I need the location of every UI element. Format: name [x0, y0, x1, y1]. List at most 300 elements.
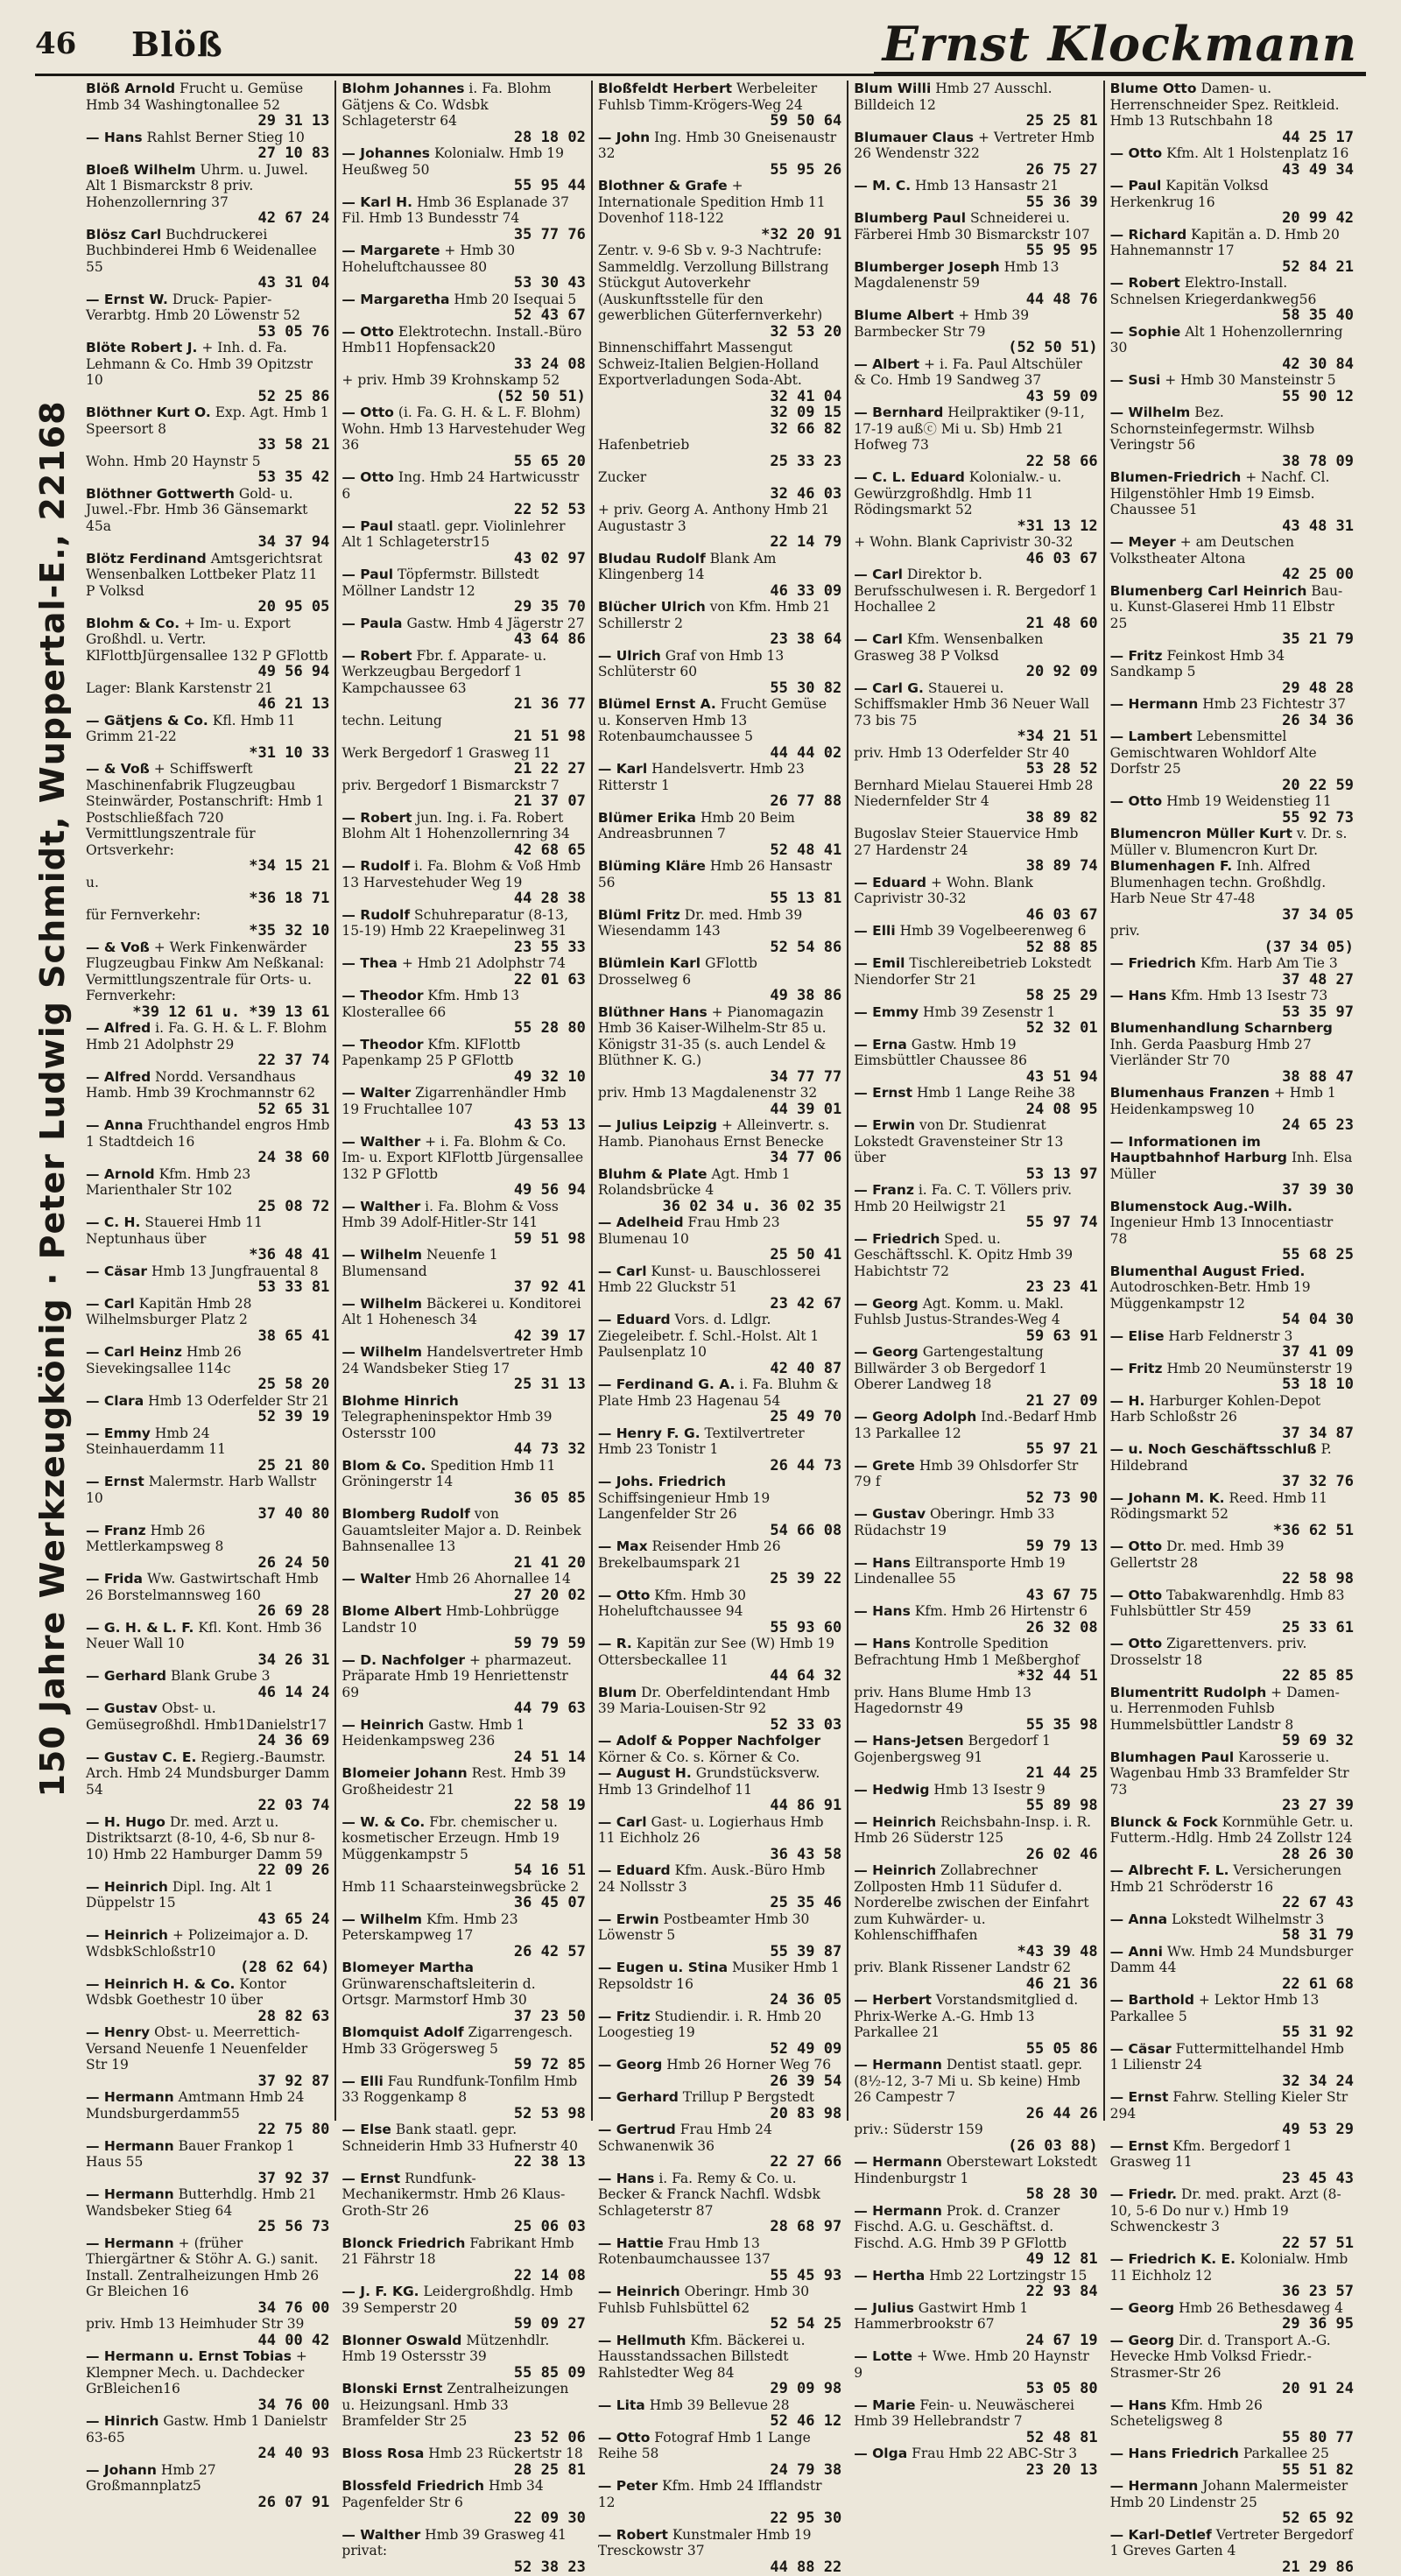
entry-details: Inh. Elsa Müller — [1109, 1150, 1353, 1182]
entry-name: — Else — [341, 2122, 391, 2137]
entry-name: — John — [597, 129, 651, 145]
phone-number: 43 51 94 — [1025, 1067, 1098, 1086]
entry-name: — Rudolf — [341, 858, 411, 874]
entry-name: — Erwin — [597, 1911, 659, 1927]
entry-name: — Meyer — [1109, 534, 1176, 550]
entry-details: Zentr. v. 9-6 Sb v. 9-3 Nachtrufe: Sammeldlg. Verzollung Billstrang Stückgut Autoverkehr (Auskunftsstelle für den gewerblichen Güterfernverkehr) — [597, 243, 829, 323]
entry-details: Hmb 39 Grasweg 41 privat: — [341, 2526, 567, 2558]
phone-number: 55 30 82 — [770, 679, 842, 697]
directory-entry — [854, 1344, 1097, 1409]
directory-entry — [341, 567, 585, 616]
phone-number: 44 88 22 — [770, 2558, 842, 2576]
phone-number: 52 53 98 — [513, 2104, 586, 2122]
entry-name: — Hans — [854, 1603, 911, 1619]
directory-entry — [1110, 858, 1354, 923]
entry-details: + Hmb 39 Barmbecker Str 79 — [854, 307, 1030, 340]
phone-number: 20 22 59 — [1282, 776, 1355, 794]
directory-entry — [1110, 1992, 1354, 2041]
entry-name: — Carl — [854, 631, 903, 647]
phone-number: 36 02 34 u. 36 02 35 — [662, 1197, 842, 1215]
directory-entry — [86, 1571, 329, 1620]
directory-entry — [598, 1587, 841, 1636]
phone-number: 37 92 87 — [257, 2072, 330, 2090]
phone-number: 55 31 92 — [1282, 2023, 1355, 2041]
phone-number: 58 28 30 — [1025, 2185, 1098, 2203]
phone-number: 25 56 73 — [257, 2218, 330, 2235]
directory-entry — [86, 162, 329, 227]
entry-details: Hmb 34 Pagenfelder Str 6 — [341, 2478, 544, 2510]
phone-number: 46 21 36 — [1025, 1974, 1098, 1993]
directory-entry — [86, 1976, 329, 2025]
entry-name: — Gustav — [86, 1700, 158, 1716]
directory-entry — [341, 1085, 585, 1134]
entry-details: Stauerei u. Schiffsmakler Hmb 36 Neuer Wall 73 bis 75 — [854, 679, 1089, 728]
entry-name: — Erwin — [854, 1117, 916, 1133]
phone-number: 35 77 76 — [513, 225, 586, 243]
directory-entry — [341, 1344, 585, 1393]
entry-name: — Paula — [341, 615, 403, 631]
entry-details: priv. — [1109, 923, 1140, 939]
entry-details: + Hmb 30 Mansteinstr 5 — [1165, 372, 1336, 388]
entry-details: Dr. Oberfeldintendant Hmb 39 Maria-Louisen-Str 92 — [597, 1684, 830, 1716]
directory-entry — [854, 1733, 1097, 1782]
entry-name: — Paul — [341, 517, 394, 534]
directory-entry — [86, 486, 329, 551]
entry-details: Dr. med. Hmb 39 Wiesendamm 143 — [597, 906, 803, 939]
phone-number: 37 41 09 — [1282, 1343, 1355, 1361]
phone-number: 52 46 12 — [770, 2412, 842, 2430]
entry-name: — Hermann — [86, 2089, 174, 2105]
entry-name: — Hedwig — [854, 1781, 930, 1798]
directory-entry — [1110, 2089, 1354, 2138]
entry-name: — Anna — [86, 1117, 144, 1133]
phone-number: 21 48 60 — [1025, 614, 1098, 632]
directory-entry — [86, 2235, 329, 2317]
entry-name: — Margarete — [341, 243, 440, 258]
entry-details: Kfm. Hmb 30 Hoheluftchaussee 94 — [597, 1587, 746, 1619]
directory-entry — [341, 2171, 585, 2235]
phone-number: 52 73 90 — [1025, 1489, 1098, 1507]
entry-name: — Heinrich — [597, 2284, 680, 2299]
phone-number: 37 48 27 — [1282, 970, 1355, 989]
entry-details: Harburger Kohlen-Depot Harb Schloßstr 26 — [1109, 1392, 1321, 1425]
directory-entry — [86, 2348, 329, 2413]
directory-entry — [854, 955, 1097, 1004]
entry-name: — H. Hugo — [86, 1813, 165, 1830]
phone-number: 29 35 70 — [513, 598, 586, 616]
entry-details: Kapitän Hmb 28 Wilhelmsburger Platz 2 — [86, 1295, 252, 1327]
directory-entry — [598, 2478, 841, 2527]
directory-entry — [1110, 275, 1354, 324]
directory-entry — [86, 1927, 329, 1976]
directory-entry — [854, 2057, 1097, 2122]
directory-entry — [598, 243, 841, 340]
directory-entry — [598, 1862, 841, 1911]
phone-number: 58 35 40 — [1282, 306, 1355, 324]
entry-details: priv. Blank Rissener Landstr 62 — [854, 1960, 1072, 1975]
directory-column — [81, 81, 334, 2511]
entry-details: Neuenfe 1 Blumensand — [341, 1247, 498, 1279]
entry-name: — Hermann — [86, 2137, 174, 2154]
entry-name: — Emmy — [854, 1003, 919, 1020]
directory-entry — [86, 130, 329, 162]
entry-name: Blom & Co. — [341, 1457, 426, 1474]
directory-entry — [854, 307, 1097, 356]
entry-name: — Hans-Jetsen — [854, 1733, 964, 1749]
directory-entry — [598, 761, 841, 810]
directory-entry — [341, 194, 585, 243]
entry-details: + Hmb 21 Adolphstr 74 — [401, 955, 567, 971]
entry-name: — Walter — [341, 1571, 412, 1587]
directory-entry — [86, 616, 329, 680]
entry-details: i. Fa. Remy & Co. u. Becker & Franck Nachfl. Wdsbk Schlageterstr 87 — [597, 2170, 820, 2219]
entry-details: Bugoslav Steier Stauervice Hmb 27 Hardenstr 24 — [854, 826, 1079, 858]
entry-details: + Wohn. Blank Caprivistr 30-32 — [854, 534, 1074, 550]
directory-entry — [854, 1117, 1097, 1182]
entry-name: Blume Albert — [854, 307, 954, 323]
entry-details: Blank Am Klingenberg 14 — [597, 550, 777, 582]
entry-details: Feinkost Hmb 34 Sandkamp 5 — [1109, 647, 1285, 679]
phone-number: 22 27 66 — [770, 2153, 842, 2171]
page-header — [35, 18, 1366, 70]
directory-entry — [341, 1296, 585, 1345]
phone-number: 23 23 41 — [1025, 1278, 1098, 1296]
entry-details: i. Fa. Bluhm & Plate Hmb 23 Hagenau 54 — [597, 1376, 839, 1409]
phone-number: *32 44 51 — [1017, 1667, 1098, 1685]
directory-entry — [854, 745, 1097, 778]
directory-entry — [598, 1814, 841, 1863]
entry-details: Hmb 13 Hansastr 21 — [915, 178, 1059, 194]
directory-column — [334, 81, 590, 2576]
phone-number: 22 09 26 — [257, 1862, 330, 1879]
entry-name: — Julius Leipzig — [597, 1117, 718, 1133]
entry-name: — Theodor — [341, 1036, 424, 1052]
entry-name: — Ulrich — [597, 647, 661, 664]
entry-name: — Georg — [854, 1344, 919, 1360]
entry-name: — Johannes — [341, 145, 431, 161]
directory-entry — [341, 2381, 585, 2446]
entry-name: — Ernst — [1109, 2089, 1169, 2105]
phone-number: 32 53 20 — [770, 322, 842, 341]
phone-number: *34 21 51 — [1017, 728, 1098, 745]
directory-entry — [598, 421, 841, 438]
entry-name: — Wilhelm — [341, 1344, 423, 1360]
phone-number: 33 24 08 — [513, 355, 586, 373]
directory-entry — [1110, 1685, 1354, 1749]
entry-details: Dr. med. Hmb 39 Gellertstr 28 — [1109, 1538, 1285, 1571]
directory-entry — [854, 1004, 1097, 1037]
phone-number: 21 51 98 — [513, 728, 586, 745]
phone-number: 36 43 58 — [770, 1845, 842, 1863]
entry-name: — D. Nachfolger — [341, 1651, 466, 1668]
directory-entry — [341, 1911, 585, 1960]
phone-number: 29 31 13 — [257, 112, 330, 130]
entry-name: — Henry — [86, 2024, 151, 2040]
directory-entry — [86, 1700, 329, 1749]
directory-entry — [1110, 2251, 1354, 2300]
directory-entry — [854, 2446, 1097, 2478]
phone-number: 26 44 73 — [770, 1456, 842, 1475]
phone-number: *32 20 91 — [761, 225, 842, 243]
directory-entry — [598, 2527, 841, 2576]
entry-details: Hmb 13 Jungfrauental 8 — [151, 1263, 319, 1279]
directory-entry — [86, 1393, 329, 1425]
phone-number: 37 32 76 — [1282, 1473, 1355, 1490]
entry-name: — Walther — [341, 1198, 421, 1214]
entry-details: Zigarrengesch. Hmb 33 Grögersweg 5 — [341, 2024, 574, 2057]
phone-number: 52 88 85 — [1025, 938, 1098, 956]
phone-number: 24 79 38 — [770, 2460, 842, 2479]
directory-entry — [86, 1749, 329, 1814]
directory-entry — [86, 227, 329, 292]
directory-entry — [854, 2203, 1097, 2268]
phone-number: 52 84 21 — [1282, 257, 1355, 276]
entry-name: — Bernhard — [854, 405, 944, 420]
entry-name: — Ernst — [854, 1085, 913, 1101]
entry-details: priv.: Süderstr 159 — [854, 2122, 983, 2137]
entry-name: — Ernst W. — [86, 291, 168, 307]
directory-entry — [598, 648, 841, 697]
entry-name: Bluhm & Plate — [597, 1165, 708, 1182]
entry-details: + Nachf. Cl. Hilgenstöhler Hmb 19 Eimsb. Chaussee 51 — [1109, 469, 1330, 517]
phone-number: 21 29 86 — [1282, 2558, 1355, 2576]
entry-details: Rest. Hmb 39 Großheidestr 21 — [341, 1765, 567, 1798]
directory-entry — [854, 130, 1097, 179]
directory-entry — [86, 1214, 329, 1263]
entry-name: — Carl — [86, 1295, 135, 1312]
phone-number: 28 18 02 — [513, 128, 586, 146]
side-advertisement — [7, 88, 72, 2110]
directory-entry — [341, 988, 585, 1037]
entry-name: — Johann — [86, 2461, 157, 2478]
entry-name: Blumen-Friedrich — [1109, 469, 1242, 485]
entry-details: Hmb 26 Mettlerkampsweg 8 — [86, 1522, 224, 1554]
entry-details: (i. Fa. G. H. & L. F. Blohm) Wohn. Hmb 13 Harvestehuder Weg 36 — [341, 405, 586, 453]
directory-entry — [341, 372, 585, 405]
entry-details: Hmb 1 Lange Reihe 38 — [916, 1085, 1075, 1101]
directory-entry — [1110, 324, 1354, 373]
phone-number: 21 41 20 — [513, 1553, 586, 1572]
phone-number: 55 13 81 — [770, 890, 842, 907]
entry-details: Elektro-Install. Schnelsen Kriegerdankweg56 — [1109, 275, 1317, 307]
directory-entry — [341, 2024, 585, 2073]
entry-details: Schiffsingenieur Hmb 19 Langenfelder Str 26 — [597, 1489, 771, 1522]
entry-name: — Karl — [597, 761, 648, 777]
entry-name: — Friedr. — [1109, 2186, 1178, 2202]
phone-number: *36 18 71 — [249, 890, 330, 907]
entry-details: Oberingr. Hmb 30 Fuhlsb Fuhlsbüttel 62 — [597, 2284, 810, 2316]
directory-entry — [598, 1085, 841, 1117]
entry-details: Hmb-Lohbrügge Landstr 10 — [341, 1603, 560, 1636]
phone-number: 33 58 21 — [257, 436, 330, 454]
entry-name: Blum — [597, 1684, 637, 1700]
entry-name: — Hermann — [854, 2202, 942, 2219]
phone-number: 43 65 24 — [257, 1910, 330, 1928]
directory-entry — [1110, 696, 1354, 728]
entry-details: Töpfermstr. Billstedt Möllner Landstr 12 — [341, 567, 539, 599]
phone-number: 49 12 81 — [1025, 2250, 1098, 2268]
entry-name: — Friedrich K. E. — [1109, 2251, 1236, 2267]
phone-number: 52 48 81 — [1025, 2428, 1098, 2446]
entry-details: techn. Leitung — [341, 712, 442, 728]
entry-name: Blumenthal August Fried. — [1109, 1263, 1306, 1279]
entry-details: Fbr. f. Apparate- u. Werkzeugbau Bergedorf 1 Kampchaussee 63 — [341, 647, 547, 696]
phone-number: 32 46 03 — [770, 484, 842, 503]
phone-number: 52 65 92 — [1282, 2509, 1355, 2527]
entry-name: — Emil — [854, 955, 905, 971]
directory-entry — [854, 178, 1097, 210]
directory-entry — [854, 2300, 1097, 2349]
phone-number: 42 25 00 — [1282, 566, 1355, 583]
entry-name: — & Voß — [86, 761, 150, 777]
directory-entry — [1110, 793, 1354, 826]
entry-name: Blücher Ulrich — [597, 599, 706, 615]
entry-name: — Robert — [597, 2526, 668, 2543]
phone-number: 53 28 52 — [1025, 760, 1098, 778]
entry-name: — Lita — [597, 2397, 645, 2413]
entry-details: Gold- u. Juwel.-Fbr. Hmb 36 Gänsemarkt 45a — [86, 485, 308, 534]
entry-details: Fruchthandel engros Hmb 1 Stadtdeich 16 — [86, 1117, 330, 1150]
entry-details: Bauer Frankop 1 Haus 55 — [86, 2137, 295, 2170]
phone-number: 38 89 82 — [1025, 808, 1098, 827]
directory-entry — [86, 1474, 329, 1523]
directory-entry — [598, 1117, 841, 1166]
entry-name: Blohm & Co. — [86, 615, 180, 631]
entry-details: Vorstandsmitglied d. Phrix-Werke A.-G. Hmb 13 Parkallee 21 — [854, 1992, 1079, 2040]
entry-name: — Hermann — [854, 2057, 942, 2073]
entry-details: Kunst- u. Bauschlosserei Hmb 22 Gluckstr 51 — [597, 1263, 820, 1295]
entry-details: i. Fa. Blohm Gätjens & Co. Wdsbk Schlageterstr 64 — [341, 81, 552, 129]
directory-entry — [854, 1685, 1097, 1734]
directory-entry — [341, 2235, 585, 2284]
phone-number: 55 65 20 — [513, 452, 586, 470]
entry-details: Hmb 20 Beim Andreasbrunnen 7 — [597, 809, 795, 841]
entry-details: Stauerei Hmb 11 Neptunhaus über — [86, 1214, 263, 1247]
entry-details: + am Deutschen Volkstheater Altona — [1109, 534, 1295, 567]
phone-number: 55 80 77 — [1282, 2428, 1355, 2446]
phone-number: 55 90 12 — [1282, 387, 1355, 405]
directory-entry — [341, 1960, 585, 2024]
phone-number: 26 32 08 — [1025, 1618, 1098, 1636]
entry-name: — Robert — [341, 647, 412, 664]
entry-name: — Hermann — [1109, 2478, 1199, 2494]
phone-number: 42 40 87 — [770, 1359, 842, 1377]
entry-name: Bludau Rudolf — [597, 550, 706, 567]
phone-number: 44 28 38 — [513, 890, 586, 907]
entry-name: — Fritz — [1109, 647, 1163, 664]
entry-details: Alt 1 Hohenzollernring 30 — [1109, 323, 1343, 355]
entry-details: Heilpraktiker (9-11, 17-19 außⓒ Mi u. Sb) Hmb 21 Hofweg 73 — [854, 405, 1085, 453]
directory-entry — [1110, 1441, 1354, 1490]
phone-number: 44 73 32 — [513, 1440, 586, 1458]
directory-entry — [1110, 988, 1354, 1020]
directory-entry — [86, 1425, 329, 1475]
phone-number: 26 77 88 — [770, 792, 842, 810]
entry-details: Kfm. Hmb 26 Hirtenstr 6 — [914, 1603, 1088, 1619]
directory-entry — [341, 1134, 585, 1199]
phone-number: 24 67 19 — [1025, 2331, 1098, 2349]
phone-number: 32 34 24 — [1282, 2072, 1355, 2090]
directory-entry — [1110, 372, 1354, 405]
entry-name: — C. H. — [86, 1214, 141, 1230]
phone-number: 54 66 08 — [770, 1521, 842, 1539]
phone-number: 23 55 33 — [513, 938, 586, 956]
phone-number: 25 50 41 — [770, 1246, 842, 1263]
entry-name: — Heinrich H. & Co. — [86, 1975, 236, 1992]
directory-entry — [854, 1782, 1097, 1814]
directory-entry — [1110, 1085, 1354, 1134]
directory-entry — [1110, 955, 1354, 988]
entry-name: — Adelheid — [597, 1214, 684, 1230]
directory-entry — [854, 1458, 1097, 1507]
directory-entry — [86, 1166, 329, 1215]
entry-details: Hmb 26 Bethesdaweg 4 — [1179, 2299, 1344, 2316]
phone-number: 55 35 98 — [1025, 1715, 1098, 1734]
directory-entry — [1110, 1862, 1354, 1911]
directory-entry — [86, 1117, 329, 1166]
directory-entry — [854, 875, 1097, 924]
entry-name: — Wilhelm — [341, 1295, 423, 1312]
directory-entry — [1110, 1328, 1354, 1361]
entry-name: Blohme Hinrich — [341, 1392, 459, 1409]
directory-entry — [86, 761, 329, 875]
directory-entry — [1110, 227, 1354, 276]
entry-details: + Inh. d. Fa. Lehmann & Co. Hmb 39 Opitzstr 10 — [86, 340, 313, 388]
directory-entry — [1110, 2397, 1354, 2446]
directory-entry — [341, 2446, 585, 2478]
phone-number: 23 20 13 — [1025, 2460, 1098, 2479]
entry-name: — August H. — [597, 1765, 692, 1781]
entry-name: — Carl G. — [854, 679, 924, 696]
phone-number: *36 62 51 — [1272, 1521, 1355, 1539]
entry-details: Parkallee 25 — [1243, 2446, 1329, 2461]
entry-details: + Polizeimajor a. D. WdsbkSchloßstr10 — [86, 1927, 309, 1960]
entry-details: Kfm. Alt 1 Holstenplatz 16 — [1166, 145, 1349, 161]
entry-name: — Carl — [597, 1813, 647, 1830]
directory-entry — [598, 1960, 841, 2009]
entry-details: Fbr. chemischer u. kosmetischer Erzeugn. Hmb 19 Müggenkampstr 5 — [341, 1813, 560, 1862]
phone-number: 55 89 98 — [1025, 1797, 1098, 1814]
entry-details: Hmb 13 Magdalenenstr 59 — [854, 258, 1060, 291]
entry-details: Ind.-Bedarf Hmb 13 Parkallee 12 — [854, 1409, 1097, 1441]
directory-entry — [1110, 178, 1354, 227]
entry-details: priv. Hmb 13 Heimhuder Str 39 — [86, 2316, 305, 2332]
entry-details: Werbeleiter Fuhlsb Timm-Krögers-Weg 24 — [597, 81, 818, 113]
entry-name: — Hertha — [854, 2267, 926, 2284]
phone-number: 20 95 05 — [257, 598, 330, 616]
entry-name: — Herbert — [854, 1992, 932, 2008]
entry-details: Tischlereibetrieb Lokstedt Niendorfer Str 21 — [854, 955, 1092, 988]
entry-details: Kfm. Harb Am Tie 3 — [1200, 955, 1338, 971]
phone-number: 44 25 17 — [1282, 128, 1355, 146]
entry-name: — Karl H. — [341, 194, 412, 210]
phone-number: (26 03 88) — [1008, 2136, 1098, 2155]
entry-name: Blüthner Hans — [597, 1003, 708, 1020]
entry-details: Druck- Papier-Verarbtg. Hmb 20 Löwenstr 52 — [86, 291, 300, 323]
phone-number: 28 82 63 — [257, 2007, 330, 2025]
entry-details: Frucht Gemüse u. Konserven Hmb 13 Rotenbaumchaussee 5 — [597, 696, 827, 744]
directory-entry — [1110, 469, 1354, 534]
phone-number: 34 77 77 — [770, 1067, 842, 1086]
entry-details: Kolonialw. Hmb 11 Eichholz 12 — [1109, 2251, 1348, 2284]
entry-details: Fau Rundfunk-Tonfilm Hmb 33 Roggenkamp 8 — [341, 2073, 578, 2105]
entry-name: — Fritz — [1109, 1360, 1163, 1376]
entry-details: + priv. Hmb 39 Krohnskamp 52 — [341, 372, 560, 388]
directory-entry — [598, 340, 841, 405]
phone-number: 59 72 85 — [513, 2056, 586, 2073]
entry-name: — Barthold — [1109, 1992, 1194, 2008]
entry-name: Blumenberg Carl Heinrich — [1109, 582, 1307, 599]
